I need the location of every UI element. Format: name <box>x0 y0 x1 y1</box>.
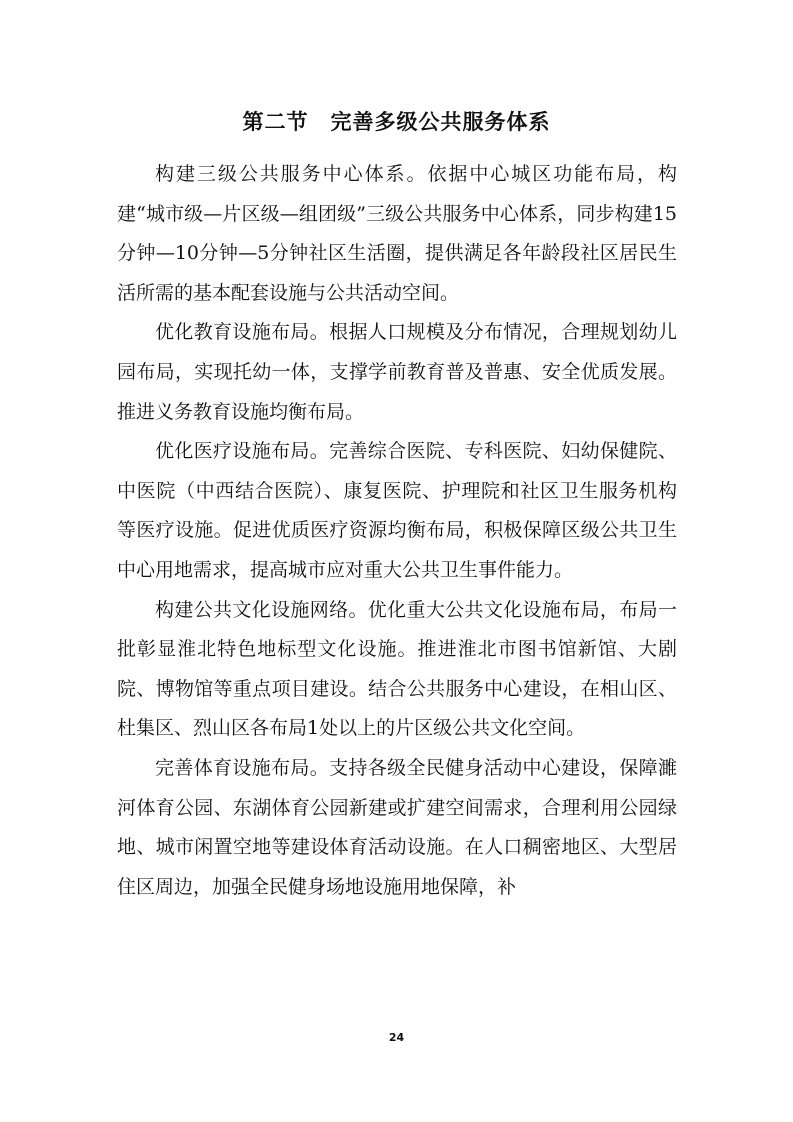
paragraph-medical <box>117 432 677 590</box>
paragraph-lead: 构建三级公共服务中心体系。 <box>155 163 428 185</box>
document-body <box>117 155 677 907</box>
paragraph-text: 根据人口规模及分布情况，合理规划幼儿园布局，实现托幼一体，支撑学前教育普及普惠、安全优质发展。推进义务教育设施均衡布局。 <box>117 321 677 423</box>
paragraph-text: 支持各级全民健身活动中心建设，保障濉河体育公园、东湖体育公园新建或扩建空间需求，合理利用公园绿地、城市闲置空地等建设体育活动设施。在人口稠密地区、大型居住区周边，加强全民健身场地设施用地保障，补 <box>117 756 677 898</box>
paragraph-lead: 优化教育设施布局。 <box>155 321 330 344</box>
paragraph-sports <box>117 749 677 907</box>
paragraph-service-centers <box>117 155 677 313</box>
paragraph-text: 优化重大公共文化设施布局，布局一批彰显淮北特色地标型文化设施。推进淮北市图书馆新馆、大剧院、博物馆等重点项目建设。结合公共服务中心建设，在相山区、杜集区、烈山区各布局1处以上的片区级公共文化空间。 <box>117 598 677 740</box>
paragraph-culture <box>117 591 677 749</box>
paragraph-lead: 完善体育设施布局。 <box>155 756 330 779</box>
section-title: 第二节 完善多级公共服务体系 <box>242 110 551 134</box>
paragraph-lead: 优化医疗设施布局。 <box>155 440 330 463</box>
paragraph-education <box>117 313 677 432</box>
paragraph-text: 完善综合医院、专科医院、妇幼保健院、中医院（中西结合医院）、康复医院、护理院和社区卫生服务机构等医疗设施。促进优质医疗资源均衡布局，积极保障区级公共卫生中心用地需求，提高城市应对重大公共卫生事件能力。 <box>117 440 677 581</box>
page-number: 24 <box>388 1031 405 1044</box>
paragraph-text: 依据中心城区功能布局，构建“城市级—片区级—组团级”三级公共服务中心体系，同步构建15分钟—10分钟—5分钟社区生活圈，提供满足各年龄段社区居民生活所需的基本配套设施与公共活动空间。 <box>117 163 677 304</box>
paragraph-lead: 构建公共文化设施网络。 <box>155 598 368 621</box>
